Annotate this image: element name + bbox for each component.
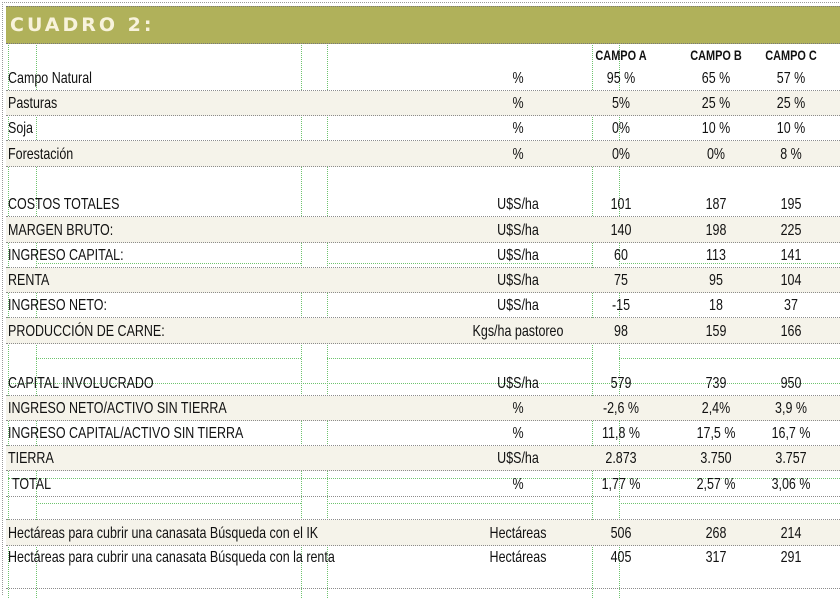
value-campo-a: 2.873 — [605, 450, 637, 467]
table-row — [6, 217, 840, 243]
row-unit: U$S/ha — [497, 272, 539, 289]
column-header-campo-c: CAMPO C — [765, 47, 817, 63]
value-campo-a: 579 — [610, 375, 632, 392]
row-unit: % — [512, 476, 524, 493]
value-campo-a: 0% — [611, 146, 631, 163]
value-campo-a: -15 — [611, 297, 631, 314]
table-row — [6, 396, 840, 421]
row-label: Campo Natural — [8, 70, 92, 87]
table-row — [6, 243, 840, 268]
value-campo-c: 225 — [780, 222, 802, 239]
table-row — [6, 546, 840, 589]
row-unit: Hectáreas — [489, 549, 547, 566]
value-campo-b: 17,5 % — [696, 425, 736, 442]
table-row — [6, 43, 840, 91]
value-campo-c: 3,9 % — [775, 400, 807, 417]
value-campo-b: 2,57 % — [696, 476, 736, 493]
table-row — [6, 141, 840, 167]
table-row — [6, 318, 840, 344]
table-row — [6, 293, 840, 318]
row-unit: % — [512, 70, 524, 87]
value-campo-a: 5% — [611, 95, 631, 112]
value-campo-c: 291 — [780, 549, 802, 566]
row-unit: U$S/ha — [497, 196, 539, 213]
value-campo-c: 166 — [780, 323, 802, 340]
value-campo-c: 214 — [780, 525, 802, 542]
value-campo-a: 60 — [614, 247, 628, 264]
row-unit: % — [512, 95, 524, 112]
table-spacer — [6, 497, 840, 520]
value-campo-b: 25 % — [701, 95, 731, 112]
value-campo-b: 10 % — [701, 120, 731, 137]
value-campo-a: 405 — [610, 549, 632, 566]
value-campo-c: 195 — [780, 196, 802, 213]
row-label: PRODUCCIÓN DE CARNE: — [8, 323, 165, 340]
table-title: CUADRO 2: — [10, 14, 155, 36]
value-campo-a: 140 — [610, 222, 632, 239]
row-unit: % — [512, 425, 524, 442]
value-campo-a: 1,77 % — [601, 476, 641, 493]
table-row — [6, 167, 840, 217]
row-label: INGRESO NETO/ACTIVO SIN TIERRA — [8, 400, 227, 417]
value-campo-c: 3.757 — [775, 450, 807, 467]
row-unit: % — [512, 120, 524, 137]
row-label: Soja — [8, 120, 33, 137]
row-label: Hectáreas para cubrir una canasata Búsqueda con la renta — [8, 549, 335, 566]
value-campo-b: 113 — [706, 247, 726, 264]
table-row — [6, 116, 840, 141]
table-row — [6, 520, 840, 546]
table-title-bar — [6, 6, 840, 44]
value-campo-b: 317 — [705, 549, 727, 566]
row-unit: % — [512, 146, 524, 163]
value-campo-c: 10 % — [776, 120, 806, 137]
row-unit: % — [512, 400, 524, 417]
table-row — [6, 446, 840, 471]
table-row — [6, 421, 840, 446]
row-unit: U$S/ha — [497, 247, 539, 264]
table-row — [6, 344, 840, 396]
row-label: MARGEN BRUTO: — [8, 222, 114, 239]
value-campo-c: 141 — [780, 247, 802, 264]
value-campo-c: 8 % — [780, 146, 802, 163]
value-campo-b: 2,4% — [701, 400, 731, 417]
value-campo-a: 506 — [610, 525, 632, 542]
row-label: INGRESO CAPITAL: — [8, 247, 124, 264]
value-campo-b: 187 — [705, 196, 727, 213]
value-campo-b: 159 — [705, 323, 727, 340]
row-unit: U$S/ha — [497, 375, 539, 392]
table-row — [6, 268, 840, 293]
value-campo-a: -2,6 % — [602, 400, 640, 417]
row-unit: U$S/ha — [497, 297, 539, 314]
row-label: INGRESO CAPITAL/ACTIVO SIN TIERRA — [8, 425, 244, 442]
value-campo-c: 57 % — [776, 70, 806, 87]
value-campo-b: 198 — [705, 222, 727, 239]
value-campo-a: 75 — [614, 272, 628, 289]
row-unit: Hectáreas — [489, 525, 547, 542]
value-campo-b: 0% — [706, 146, 726, 163]
row-label: INGRESO NETO: — [8, 297, 107, 314]
row-label: Forestación — [8, 146, 74, 163]
table-row — [6, 471, 840, 497]
column-header-campo-b: CAMPO B — [690, 47, 742, 63]
row-unit: U$S/ha — [497, 222, 539, 239]
table-row — [6, 91, 840, 116]
value-campo-a: 98 — [614, 323, 628, 340]
value-campo-c: 104 — [780, 272, 802, 289]
value-campo-c: 950 — [780, 375, 802, 392]
value-campo-b: 65 % — [701, 70, 731, 87]
row-unit: Kgs/ha pastoreo — [472, 323, 564, 340]
value-campo-b: 268 — [705, 525, 727, 542]
row-label: TOTAL — [12, 476, 52, 493]
value-campo-b: 95 — [709, 272, 723, 289]
value-campo-a: 101 — [610, 196, 632, 213]
value-campo-c: 25 % — [776, 95, 806, 112]
row-label: COSTOS TOTALES — [8, 196, 120, 213]
value-campo-b: 18 — [709, 297, 723, 314]
value-campo-a: 95 % — [606, 70, 636, 87]
value-campo-b: 739 — [705, 375, 727, 392]
row-unit: U$S/ha — [497, 450, 539, 467]
value-campo-a: 11,8 % — [602, 425, 640, 442]
value-campo-c: 3,06 % — [771, 476, 811, 493]
value-campo-b: 3.750 — [700, 450, 732, 467]
row-label: Pasturas — [8, 95, 58, 112]
row-label: RENTA — [8, 272, 50, 289]
row-label: Hectáreas para cubrir una canasata Búsqueda con el IK — [8, 525, 319, 542]
row-label: CAPITAL INVOLUCRADO — [8, 375, 154, 392]
row-label: TIERRA — [8, 450, 54, 467]
value-campo-a: 0% — [611, 120, 631, 137]
column-header-campo-a: CAMPO A — [595, 47, 647, 63]
value-campo-c: 37 — [784, 297, 798, 314]
value-campo-c: 16,7 % — [771, 425, 811, 442]
